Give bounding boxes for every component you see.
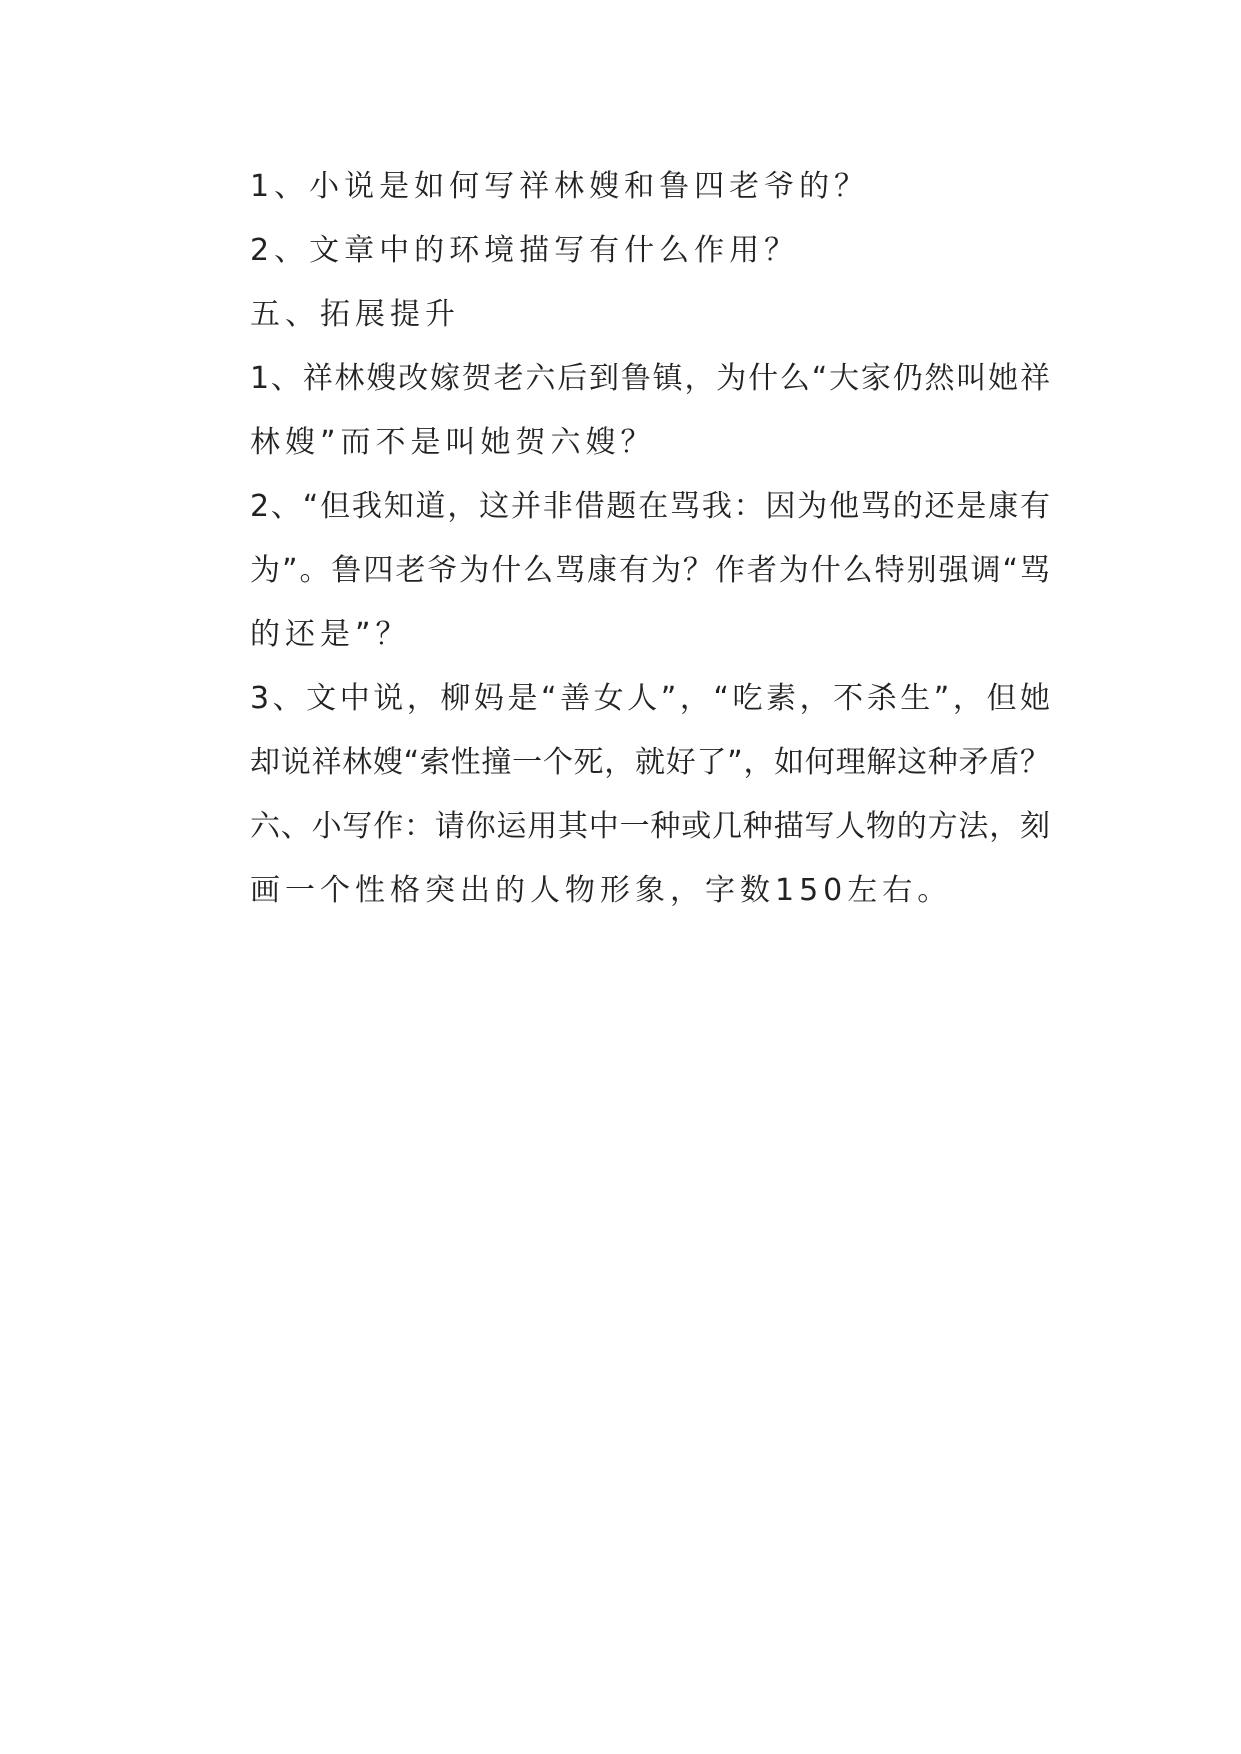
question-line-continued: 林嫂”而不是叫她贺六嫂？ — [250, 425, 656, 460]
question-line-continued: 为”。鲁四老爷为什么骂康有为？作者为什么特别强调“骂 — [250, 553, 1050, 588]
document-body — [250, 155, 1050, 923]
question-line: 1、祥林嫂改嫁贺老六后到鲁镇，为什么“大家仍然叫她祥 — [250, 361, 1050, 396]
question-line-continued: 却说祥林嫂“索性撞一个死，就好了”，如何理解这种矛盾？ — [250, 745, 1050, 780]
question-line-continued: 的还是”？ — [250, 617, 411, 652]
question-line: 2、“但我知道，这并非借题在骂我：因为他骂的还是康有 — [250, 489, 1050, 524]
section-heading: 五、拓展提升 — [250, 297, 460, 332]
writing-task-continued: 画一个性格突出的人物形象，字数150左右。 — [250, 873, 953, 908]
question-line: 2、文章中的环境描写有什么作用？ — [250, 233, 800, 268]
question-line: 3、文中说，柳妈是“善女人”，“吃素，不杀生”，但她 — [250, 681, 1050, 716]
section-heading-writing: 六、小写作：请你运用其中一种或几种描写人物的方法，刻 — [250, 809, 1050, 844]
question-line: 1、小说是如何写祥林嫂和鲁四老爷的？ — [250, 169, 870, 204]
